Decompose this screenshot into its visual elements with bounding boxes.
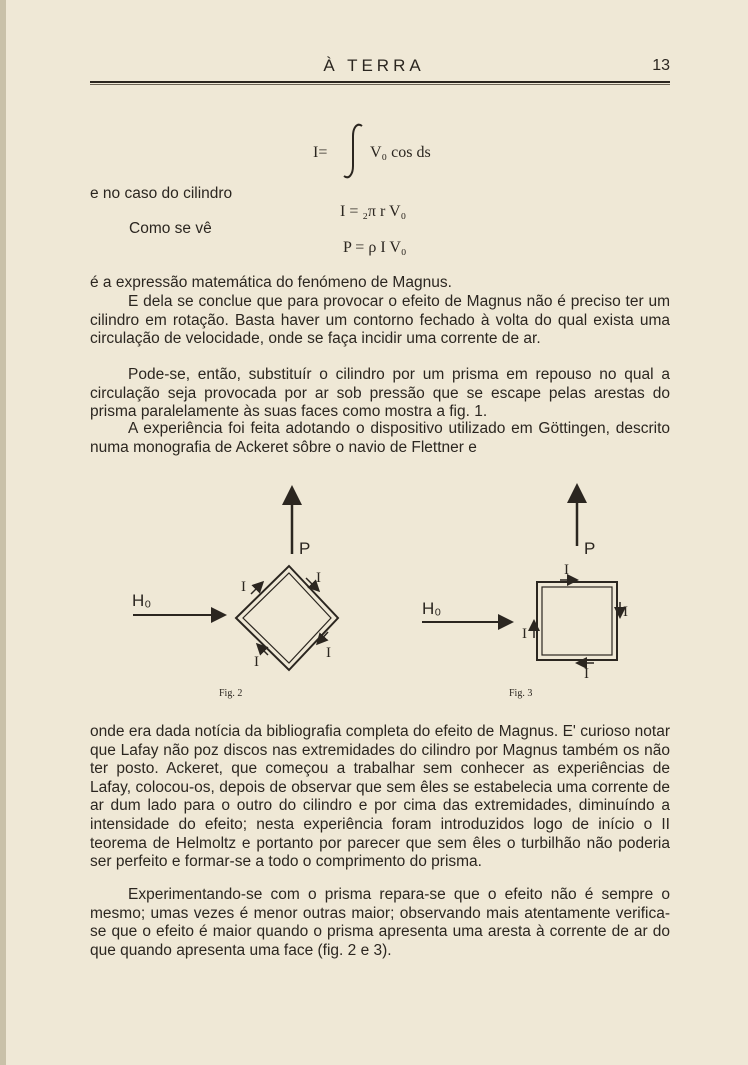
header-rule-thin: [90, 84, 670, 85]
figure-2-caption: Fig. 2: [219, 688, 243, 699]
force-label: P: [584, 539, 596, 558]
flow-label: H₀: [422, 599, 442, 618]
circulation-label: I: [623, 604, 628, 620]
figure-3-caption: Fig. 3: [509, 688, 533, 699]
circulation-formula: I = ₂π r V₀: [340, 203, 407, 220]
paragraph-6: Experimentando-se com o prisma repara-se que o efeito não é sempre o mesmo; umas vezes é menor outras maior; observando mais atentamente verifica-se que o efeito é maior quando o prisma apresenta uma aresta à corrente de ar do que quando apresenta uma face (fig. 2 e 3).: [90, 886, 670, 959]
paragraph-1: é a expressão matemática do fenómeno de Magnus.: [90, 274, 452, 291]
circulation-label: I: [316, 570, 321, 586]
circulation-arrow: [251, 583, 262, 594]
circulation-arrow: [258, 645, 268, 655]
running-header-title: À TERRA: [323, 56, 425, 75]
integral-rhs: V₀ cos ds: [370, 144, 431, 161]
circulation-label: I: [564, 562, 569, 578]
force-label: P: [299, 539, 311, 558]
prism-inner-outline: [542, 587, 612, 655]
figure-2-diagram: [128, 482, 358, 672]
circulation-label: I: [584, 666, 589, 682]
page-number: 13: [652, 57, 670, 74]
integral-lhs: I=: [313, 144, 328, 161]
circulation-label: I: [241, 579, 246, 595]
integral-sign-icon: [340, 120, 370, 182]
paragraph-5: onde era dada notícia da bibliografia completa do efeito de Magnus. E' curioso notar que Lafay não poz discos nas extremidades do cilindro por Magnus também os não ter posto. Ackeret, que começou a trabalhar sem conhecer as experiências de Lafay, colocou-os, depois de observar que sem êles se estabelecia uma corrente de ar dum lado para o outro do cilindro e por cima das extremidades, diminuíndo a intensidade do efeito; nesta experiência foram introduzidos logo de início o II teorema de Helmoltz e portanto por parecer que sem êles o turbilhão não poderia ser perfeito e formar-se a todo o comprimento do prisma.: [90, 723, 670, 871]
prism-face-on: [537, 582, 617, 660]
paragraph-4: A experiência foi feita adotando o dispositivo utilizado em Göttingen, descrito numa monografia de Ackeret sôbre o navio de Flettner e: [90, 420, 670, 456]
header-rule: [90, 81, 670, 83]
prism-edge-on: [236, 566, 338, 670]
circulation-label: I: [326, 645, 331, 661]
flow-label: H₀: [132, 591, 152, 610]
paragraph-3: Pode-se, então, substituír o cilindro por um prisma em repouso no qual a circulação seja provocada por ar sob pressão que se escape pelas arestas do prisma paralelamente às suas faces como mostra a fig. 1.: [90, 366, 670, 421]
paragraph-2: E dela se conclue que para provocar o efeito de Magnus não é preciso ter um cilindro em rotação. Basta haver um contorno fechado à volta do qual exista uma circulação de velocidade, onde se faça incidir uma corrente de ar.: [90, 293, 670, 348]
force-formula: P = ρ I V₀: [343, 239, 407, 256]
circulation-label: I: [254, 654, 259, 670]
circulation-label: I: [522, 626, 527, 642]
page-edge: [0, 0, 6, 1065]
como-label: Como se vê: [129, 220, 212, 237]
cylinder-label: e no caso do cilindro: [90, 185, 233, 202]
prism-inner-outline: [243, 573, 331, 663]
figure-3-diagram: [418, 482, 648, 682]
